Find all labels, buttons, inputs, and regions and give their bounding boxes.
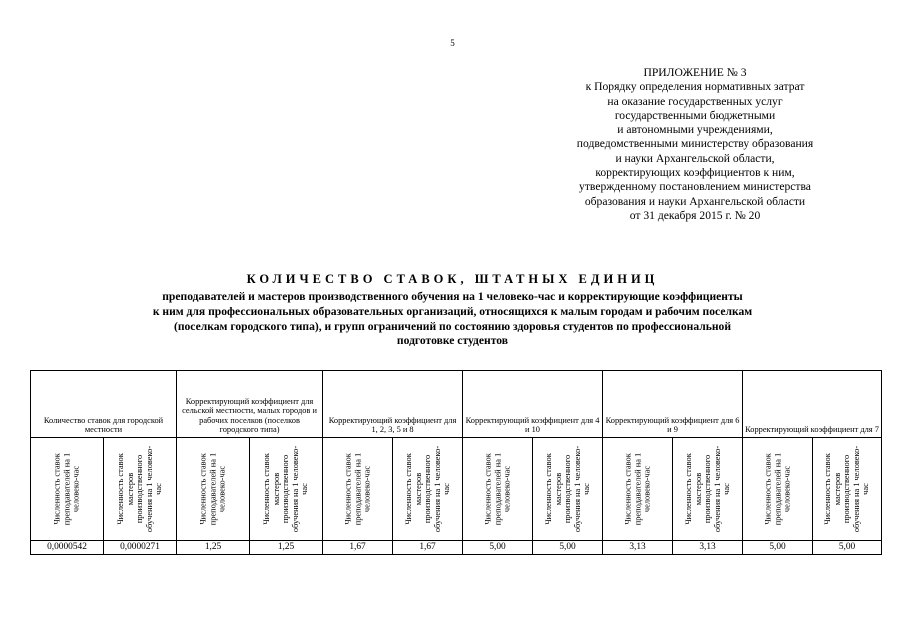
sub-header-text: Численность ставок преподавателей на 1 человеко-час bbox=[483, 452, 512, 526]
appendix-line: государственными бюджетными bbox=[614, 108, 776, 122]
appendix-heading: ПРИЛОЖЕНИЕ № 3 bbox=[643, 66, 747, 79]
sub-header-teachers bbox=[603, 438, 673, 541]
sub-header-text: Численность ставок мастеров производственного обучения на 1 человеко-час bbox=[403, 445, 451, 533]
appendix-line: образования и науки Архангельской области bbox=[584, 194, 806, 208]
table-cell: 1,67 bbox=[393, 541, 463, 555]
table-cell: 0,0000271 bbox=[104, 541, 177, 555]
appendix-line: утвержденному постановлением министерства bbox=[579, 180, 811, 194]
sub-header-masters bbox=[393, 438, 463, 541]
subtitle-line: к ним для профессиональных образовательных организаций, относящихся к малым городам и рабочим поселкам bbox=[152, 304, 753, 318]
sub-header-text: Численность ставок преподавателей на 1 человеко-час bbox=[623, 452, 652, 526]
sub-header-text: Численность ставок мастеров производственного обучения на 1 человеко-час bbox=[116, 445, 164, 533]
sub-header-teachers bbox=[743, 438, 813, 541]
appendix-line: на оказание государственных услуг bbox=[607, 94, 783, 108]
subtitle-line: преподавателей и мастеров производственного обучения на 1 человеко-час и корректирующие коэффициенты bbox=[162, 290, 743, 303]
document-subtitle bbox=[60, 290, 845, 349]
appendix-line: к Порядку определения нормативных затрат bbox=[585, 80, 805, 94]
appendix-block bbox=[490, 66, 900, 223]
group-header-urban: Количество ставок для городской местности bbox=[31, 371, 177, 438]
sub-header-row bbox=[31, 438, 882, 541]
sub-header-text: Численность ставок мастеров производственного обучения на 1 человеко-час bbox=[262, 445, 310, 533]
sub-header-masters bbox=[813, 438, 882, 541]
group-header-rural: Корректирующий коэффициент для сельской местности, малых городов и рабочих поселков (поселков городского типа) bbox=[177, 371, 323, 438]
values-row bbox=[31, 541, 882, 555]
group-header-coef-6-9: Корректирующий коэффициент для 6 и 9 bbox=[603, 371, 743, 438]
sub-header-teachers bbox=[323, 438, 393, 541]
table-cell: 1,67 bbox=[323, 541, 393, 555]
table-cell: 3,13 bbox=[603, 541, 673, 555]
sub-header-masters bbox=[673, 438, 743, 541]
appendix-line: подведомственными министерству образования bbox=[576, 137, 814, 151]
appendix-line: и науки Архангельской области, bbox=[615, 151, 775, 165]
table-cell: 5,00 bbox=[743, 541, 813, 555]
rates-table bbox=[30, 370, 882, 555]
sub-header-masters bbox=[533, 438, 603, 541]
table-cell: 1,25 bbox=[177, 541, 250, 555]
sub-header-text: Численность ставок преподавателей на 1 человеко-час bbox=[198, 452, 227, 526]
document-title: КОЛИЧЕСТВО СТАВОК, ШТАТНЫХ ЕДИНИЦ bbox=[246, 272, 659, 286]
group-header-coef-7: Корректирующий коэффициент для 7 bbox=[743, 371, 882, 438]
table-cell: 1,25 bbox=[250, 541, 323, 555]
page-number: 5 bbox=[450, 38, 455, 48]
sub-header-teachers bbox=[31, 438, 104, 541]
sub-header-text: Численность ставок мастеров производственного обучения на 1 человеко-час bbox=[683, 445, 731, 533]
group-header-row bbox=[31, 371, 882, 438]
subtitle-line: подготовке студентов bbox=[396, 334, 509, 348]
table-cell: 0,0000542 bbox=[31, 541, 104, 555]
sub-header-text: Численность ставок мастеров производственного обучения на 1 человеко-час bbox=[823, 445, 871, 533]
table-cell: 5,00 bbox=[463, 541, 533, 555]
sub-header-text: Численность ставок мастеров производственного обучения на 1 человеко-час bbox=[543, 445, 591, 533]
sub-header-text: Численность ставок преподавателей на 1 человеко-час bbox=[763, 452, 792, 526]
table-cell: 5,00 bbox=[813, 541, 882, 555]
sub-header-masters bbox=[104, 438, 177, 541]
table-cell: 3,13 bbox=[673, 541, 743, 555]
sub-header-teachers bbox=[177, 438, 250, 541]
sub-header-masters bbox=[250, 438, 323, 541]
appendix-line: корректирующих коэффициентов к ним, bbox=[595, 166, 795, 180]
sub-header-teachers bbox=[463, 438, 533, 541]
appendix-date-line: от 31 декабря 2015 г. № 20 bbox=[629, 208, 761, 222]
subtitle-line: (поселкам городского типа), и групп ограничений по состоянию здоровья студентов по профессиональной bbox=[173, 319, 732, 333]
appendix-line: и автономными учреждениями, bbox=[617, 123, 773, 137]
group-header-coef-4-10: Корректирующий коэффициент для 4 и 10 bbox=[463, 371, 603, 438]
table-cell: 5,00 bbox=[533, 541, 603, 555]
sub-header-text: Численность ставок преподавателей на 1 человеко-час bbox=[343, 452, 372, 526]
sub-header-text: Численность ставок преподавателей на 1 человеко-час bbox=[52, 452, 81, 526]
group-header-coef-1-2-3-5-8: Корректирующий коэффициент для 1, 2, 3, 5 и 8 bbox=[323, 371, 463, 438]
